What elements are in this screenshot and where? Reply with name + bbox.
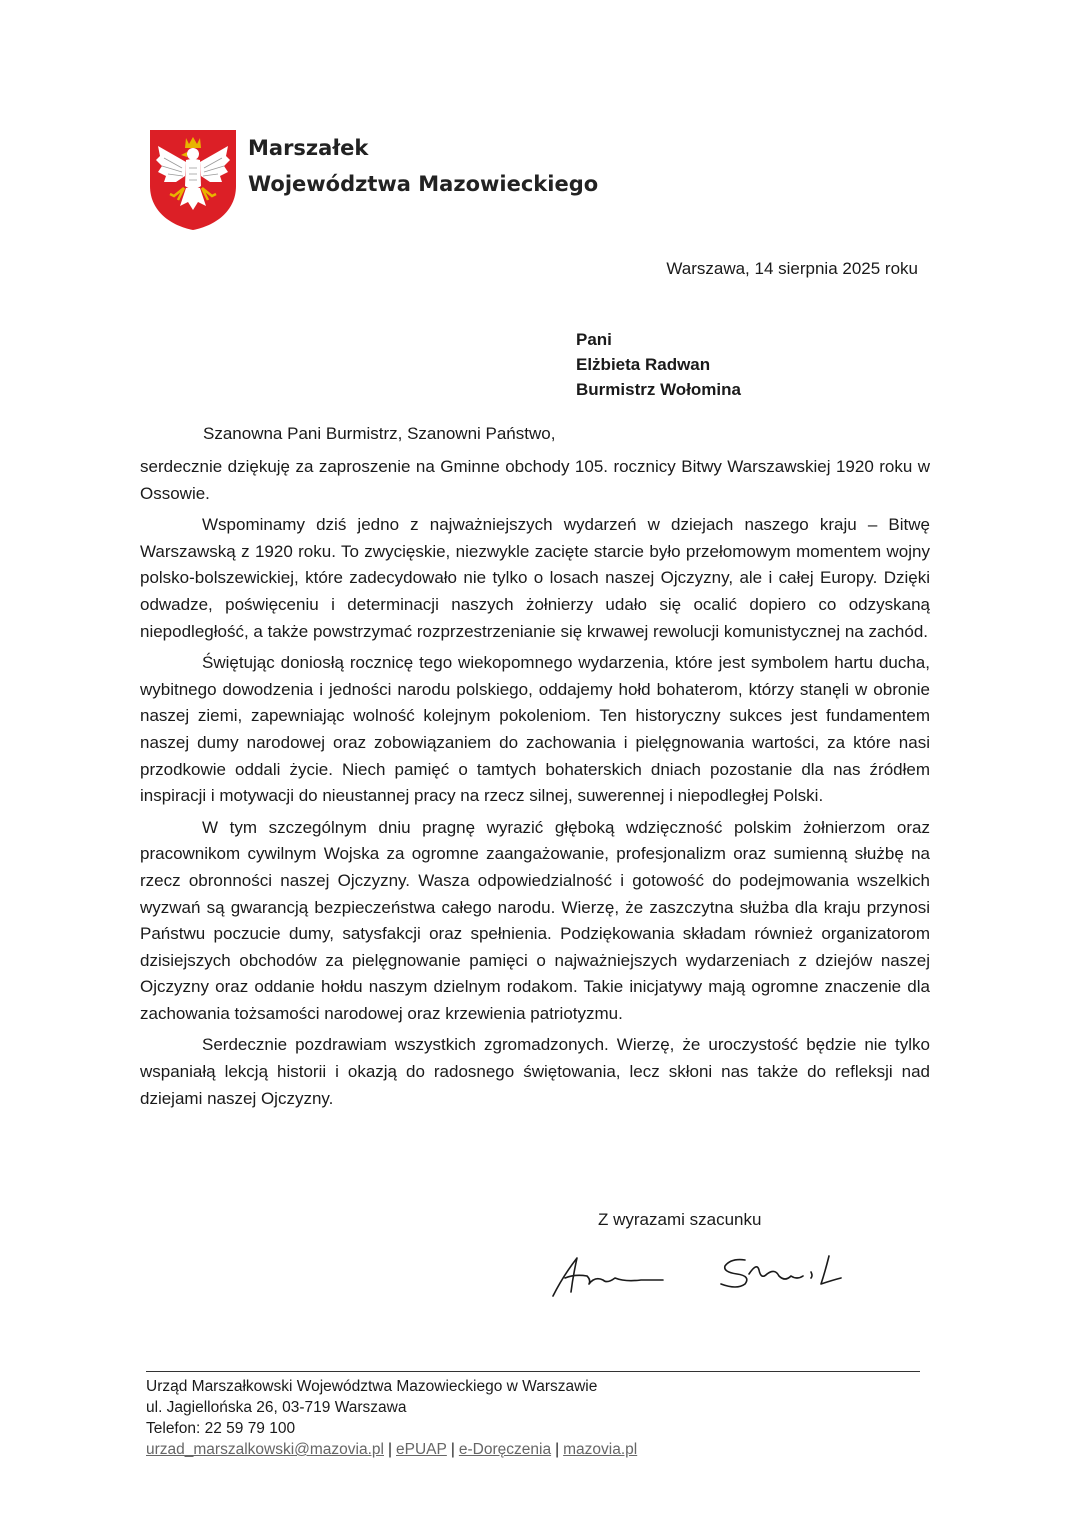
footer-links — [146, 1439, 637, 1460]
website-link[interactable]: mazovia.pl — [563, 1441, 638, 1458]
email-link[interactable]: urzad_marszalkowski@mazovia.pl — [146, 1441, 384, 1458]
footer-address: ul. Jagiellońska 26, 03-719 Warszawa — [146, 1399, 407, 1416]
recipient-position: Burmistrz Wołomina — [576, 380, 741, 399]
link-separator: | — [555, 1441, 560, 1458]
office-title-line2: Województwa Mazowieckiego — [248, 172, 599, 196]
coat-of-arms-logo — [148, 128, 238, 232]
body-paragraph: W tym szczególnym dniu pragnę wyrazić głęboką wdzięczność polskim żołnierzom oraz pracownikom cywilnym Wojska za ogromne zaangażowanie, profesjonalizm oraz sumienną służbę na rzecz obronności naszej Ojczyzny. Wasza odpowiedzialność i gotowość do podejmowania wszelkich wyzwań są gwarancją bezpieczeństwa całego narodu. Wierzę, że zaszczytna służba dla kraju przynosi Państwu poczucie dumy, satysfakcji oraz spełnienia. Podziękowania składam również organizatorom dzisiejszych obchodów za pielęgnowanie pamięci o najważniejszych wydarzeniach z dziejów naszej Ojczyzny oraz oddanie hołdu naszym dzielnym rodakom. Takie inicjatywy mają ogromne znaczenie dla zachowania tożsamości narodowej oraz krzewienia patriotyzmu. — [140, 817, 930, 1023]
office-title-line1: Marszałek — [248, 136, 369, 160]
salutation: Szanowna Pani Burmistrz, Szanowni Państwo, — [203, 424, 556, 443]
link-separator: | — [450, 1441, 455, 1458]
letter-body — [140, 454, 930, 1117]
body-paragraph: Wspominamy dziś jedno z najważniejszych wydarzeń w dziejach naszego kraju – Bitwę Warszawską z 1920 roku. To zwycięskie, niezwykle zacięte starcie było przełomowym momentem wojny polsko-bolszewickiej, które zadecydowało nie tylko o losach naszej Ojczyzny, ale i całej Europy. Dzięki odwadze, poświęceniu i determinacji naszych żołnierzy udało się ocalić dopiero co odzyskaną niepodległość, a także powstrzymać rozprzestrzenianie się krwawej rewolucji komunistycznej na zachód. — [140, 515, 930, 641]
handwritten-signature — [545, 1240, 845, 1310]
closing-phrase: Z wyrazami szacunku — [598, 1210, 762, 1229]
footer-divider — [146, 1371, 920, 1372]
recipient-block — [576, 327, 741, 402]
office-name — [248, 130, 598, 202]
recipient-name: Elżbieta Radwan — [576, 355, 711, 374]
body-paragraph: Świętując doniosłą rocznicę tego wiekopomnego wydarzenia, które jest symbolem hartu ducha, wybitnego dowodzenia i jedności narodu polskiego, oddajemy hołd bohaterom, którzy stanęli w obronie naszej ziemi, zapewniając wolność kolejnym pokoleniom. Ten historyczny sukces jest fundamentem naszej dumy narodowej oraz zobowiązaniem do zachowania i pielęgnowania wartości, za które nasi przodkowie oddali życie. Niech pamięć o tamtych bohaterskich dniach pozostanie dla nas źródłem inspiracji i motywacji do nieustannej pracy na rzecz silnej, suwerennej i niepodległej Polski. — [140, 653, 930, 806]
body-paragraph: Serdecznie pozdrawiam wszystkich zgromadzonych. Wierzę, że uroczystość będzie nie tylko wspaniałą lekcją historii i okazją do radosnego świętowania, lecz skłoni nas także do refleksji nad dziejami naszej Ojczyzny. — [140, 1035, 930, 1108]
recipient-title: Pani — [576, 330, 612, 349]
footer-institution: Urząd Marszałkowski Województwa Mazowieckiego w Warszawie — [146, 1378, 598, 1395]
link-separator: | — [387, 1441, 393, 1458]
body-paragraph: serdecznie dziękuję za zaproszenie na Gminne obchody 105. rocznicy Bitwy Warszawskiej 1920 roku w Ossowie. — [140, 457, 930, 503]
footer-phone: Telefon: 22 59 79 100 — [146, 1420, 296, 1437]
epuap-link[interactable]: ePUAP — [396, 1441, 447, 1458]
edoreczenia-link[interactable]: e-Doręczenia — [458, 1441, 552, 1458]
letter-date: Warszawa, 14 sierpnia 2025 roku — [666, 259, 918, 278]
footer — [146, 1376, 637, 1460]
